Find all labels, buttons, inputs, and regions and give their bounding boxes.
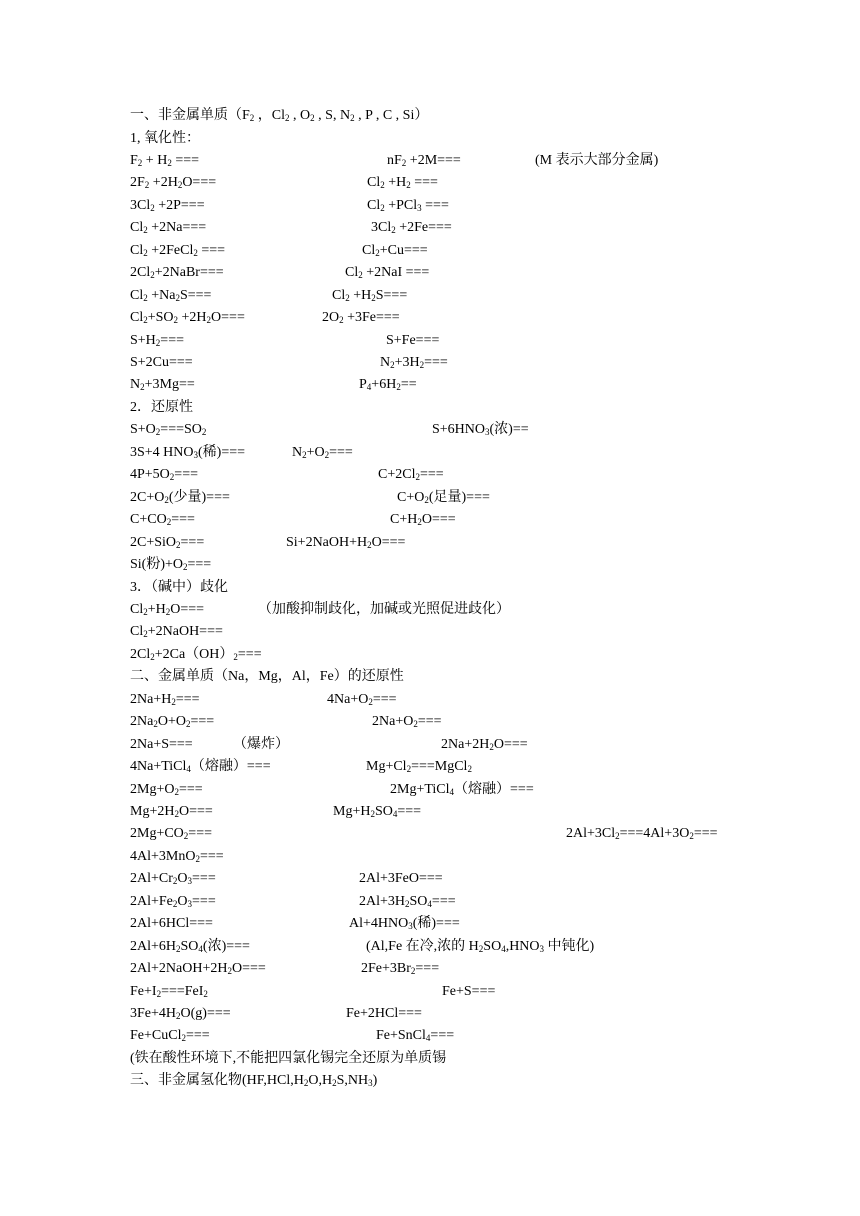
text-line (0, 868, 860, 890)
equation-text: 4Na+TiCl$_4$（熔融）=== (130, 759, 271, 774)
equation-text: $Si+2NaOH+H_2O===$ (286, 534, 406, 550)
equation-text: $Cl_2 +H_2S===$ (332, 287, 408, 303)
text-line (0, 823, 860, 845)
text-line (0, 1003, 860, 1025)
equation-text: $2Mg+CO_2===$ (130, 826, 212, 842)
equation-text: $Cl_2 +PCl_3$ === (367, 197, 449, 213)
equation-text: $C+O_2$(足量)=== (397, 489, 490, 505)
equation-text: (Al,Fe 在冷,浓的 $H_2SO_4,HNO_3$ 中钝化) (366, 938, 595, 954)
equation-text: $S+H_2===$ (130, 332, 184, 348)
equation-text: 2Na+S=== (130, 736, 193, 752)
text-line (0, 509, 860, 531)
equation-text: $2Na_2O+O_2===$ (130, 714, 215, 730)
text-line (0, 397, 860, 419)
equation-text: $Mg+Cl_2===MgCl_2$ (366, 759, 472, 774)
equation-text: $3Cl_2 +2P===$ (130, 197, 205, 213)
equation-text: $2Al+3H_2SO_4===$ (359, 893, 456, 909)
equation-text: $Cl_2 +H_2$ === (367, 175, 438, 191)
equation-text: $C+H_2O===$ (390, 512, 456, 528)
equation-text: $Fe+I_2===FeI_2$ (130, 983, 208, 999)
equation-text: $Cl_2+SO_2 +2H_2O===$ (130, 310, 245, 325)
text-line (0, 913, 860, 935)
equation-text: 3．（碱中）歧化 (130, 579, 228, 595)
equation-text: 1, 氧化性： (130, 130, 200, 146)
equation-text: $N_2+3Mg==$ (130, 377, 195, 393)
equation-text: $2F_2 +2H_2O===$ (130, 175, 217, 191)
text-line (0, 981, 860, 1003)
equation-text: （爆炸） (233, 736, 289, 752)
equation-text: $2Na+O_2===$ (372, 714, 442, 730)
text-line (0, 374, 860, 396)
text-line (0, 577, 860, 599)
equation-text: $2Fe+3Br_2===$ (361, 961, 440, 977)
text-line (0, 958, 860, 980)
equation-text: $2Al+3Cl_2===4Al+3O_2===$ (566, 826, 718, 842)
equation-text: $2Al+6H_2SO_4$(浓)=== (130, 938, 250, 954)
equation-text: $N_2+3H_2===$ (380, 354, 448, 370)
text-line (0, 419, 860, 441)
equation-text: $Cl_2 +2Na===$ (130, 220, 207, 236)
equation-text: (M 表示大部分金属) (535, 152, 659, 168)
equation-text: $nF_2 +2M===$ (387, 152, 461, 168)
equation-text: Fe+CuCl$_2$=== (130, 1028, 210, 1044)
equation-text: Fe+S=== (442, 983, 496, 999)
text-line (0, 1070, 860, 1092)
equation-text: $4Na+O_2===$ (327, 691, 397, 707)
equation-text: $2Mg+O_2===$ (130, 781, 203, 797)
text-line (0, 734, 860, 756)
equation-text: 2．还原性 (130, 399, 193, 415)
equation-text: $S+6HNO_3$(浓)== (432, 422, 529, 438)
equation-text: S+Fe=== (386, 332, 440, 348)
equation-text: $2Al+Cr_2O_3===$ (130, 871, 216, 887)
text-line (0, 779, 860, 801)
text-line (0, 621, 860, 643)
equation-text: (铁在酸性环境下,不能把四氯化锡完全还原为单质锡 (130, 1050, 447, 1066)
text-line (0, 846, 860, 868)
equation-text: $Cl_2+Cu===$ (362, 242, 428, 258)
equation-text: 2Mg+TiCl$_4$（熔融）=== (390, 781, 534, 797)
text-line (0, 442, 860, 464)
equation-text: $Cl_2+2NaOH===$ (130, 624, 223, 640)
equation-text: 三、非金属氢化物$(HF,HCl,H_2O,H_2S,NH_3)$ (130, 1073, 378, 1089)
equation-text: $Mg+H_2SO_4===$ (333, 803, 422, 819)
equation-text: Si(粉)$+O_2===$ (130, 557, 212, 572)
text-line (0, 240, 860, 262)
equation-text: $Al+4HNO_3$(稀)=== (349, 916, 460, 932)
text-line (0, 689, 860, 711)
equation-text: $3Cl_2 +2Fe===$ (371, 220, 452, 236)
equation-text: $2Al+2NaOH+2H_2O===$ (130, 961, 266, 977)
equation-text: 一、非金属单质（$F_2$ ，$Cl_2$ , $O_2$ , S, $N_2$ , P , C , Si） (130, 108, 429, 123)
equation-text: $2O_2 +3Fe===$ (322, 310, 400, 325)
equation-text: $C+CO_2===$ (130, 512, 195, 528)
equation-text: Fe+2HCl=== (346, 1006, 422, 1021)
equation-text: $C+2Cl_2===$ (378, 467, 444, 483)
equation-text: $Cl_2$ +2FeCl$_2$ === (130, 242, 226, 258)
equation-text: S+2Cu=== (130, 354, 193, 370)
text-line (0, 711, 860, 733)
text-line (0, 105, 860, 127)
equation-text: $Cl_2 +Na_2S===$ (130, 287, 212, 303)
equation-text: $2Na+2H_2O===$ (441, 736, 528, 752)
text-line (0, 891, 860, 913)
equation-text: $Cl_2+H_2O===$ (130, 601, 205, 617)
equation-text: 2Al+6HCl=== (130, 916, 213, 932)
equation-text: $N_2+O_2===$ (292, 444, 353, 460)
text-line (0, 285, 860, 307)
text-line (0, 756, 860, 778)
text-line (0, 330, 860, 352)
equation-text: 2C+SiO$_2$=== (130, 534, 205, 550)
text-line (0, 599, 860, 621)
text-line (0, 352, 860, 374)
equation-text: $Mg+2H_2O===$ (130, 803, 213, 819)
equation-text: $2Na+H_2===$ (130, 691, 200, 707)
equation-text: $2C+O_2$(少量)=== (130, 489, 230, 505)
equation-text: $S+O_2===SO_2$ (130, 422, 207, 438)
text-line (0, 464, 860, 486)
equation-text: $2Al+Fe_2O_3===$ (130, 893, 216, 909)
text-line (0, 936, 860, 958)
equation-text: 二、金属单质（Na，Mg，Al，Fe）的还原性 (130, 669, 404, 685)
equation-text: 2Al+3FeO=== (359, 871, 443, 887)
text-line (0, 195, 860, 217)
equation-text: $2Cl_2+2NaBr===$ (130, 265, 224, 281)
text-line (0, 217, 860, 239)
text-line (0, 532, 860, 554)
text-line (0, 172, 860, 194)
text-line (0, 644, 860, 666)
text-line (0, 801, 860, 823)
equation-text: 4Al+3MnO$_2$=== (130, 848, 224, 864)
text-line (0, 262, 860, 284)
equation-text: $4P+5O_2===$ (130, 467, 198, 483)
equation-text: $3Fe+4H_2O(g)===$ (130, 1006, 231, 1021)
equation-text: Fe+SnCl$_4$=== (376, 1028, 455, 1044)
text-line (0, 1048, 860, 1070)
equation-text: $P_4+6H_2==$ (359, 377, 417, 393)
text-line (0, 554, 860, 576)
text-line (0, 150, 860, 172)
equation-text: $Cl_2 +2NaI$ === (345, 265, 430, 281)
text-line (0, 1025, 860, 1047)
text-line (0, 487, 860, 509)
equation-text: （加酸抑制歧化，加碱或光照促进歧化） (258, 601, 510, 617)
text-line (0, 666, 860, 688)
equation-text: 3S+4 $HNO_3$(稀)=== (130, 444, 246, 460)
text-line (0, 128, 860, 150)
equation-text: $F_2 + H_2$ === (130, 152, 199, 168)
text-line (0, 307, 860, 329)
equation-text: $2Cl_2+2Ca(OH)_2===$ (130, 646, 262, 662)
